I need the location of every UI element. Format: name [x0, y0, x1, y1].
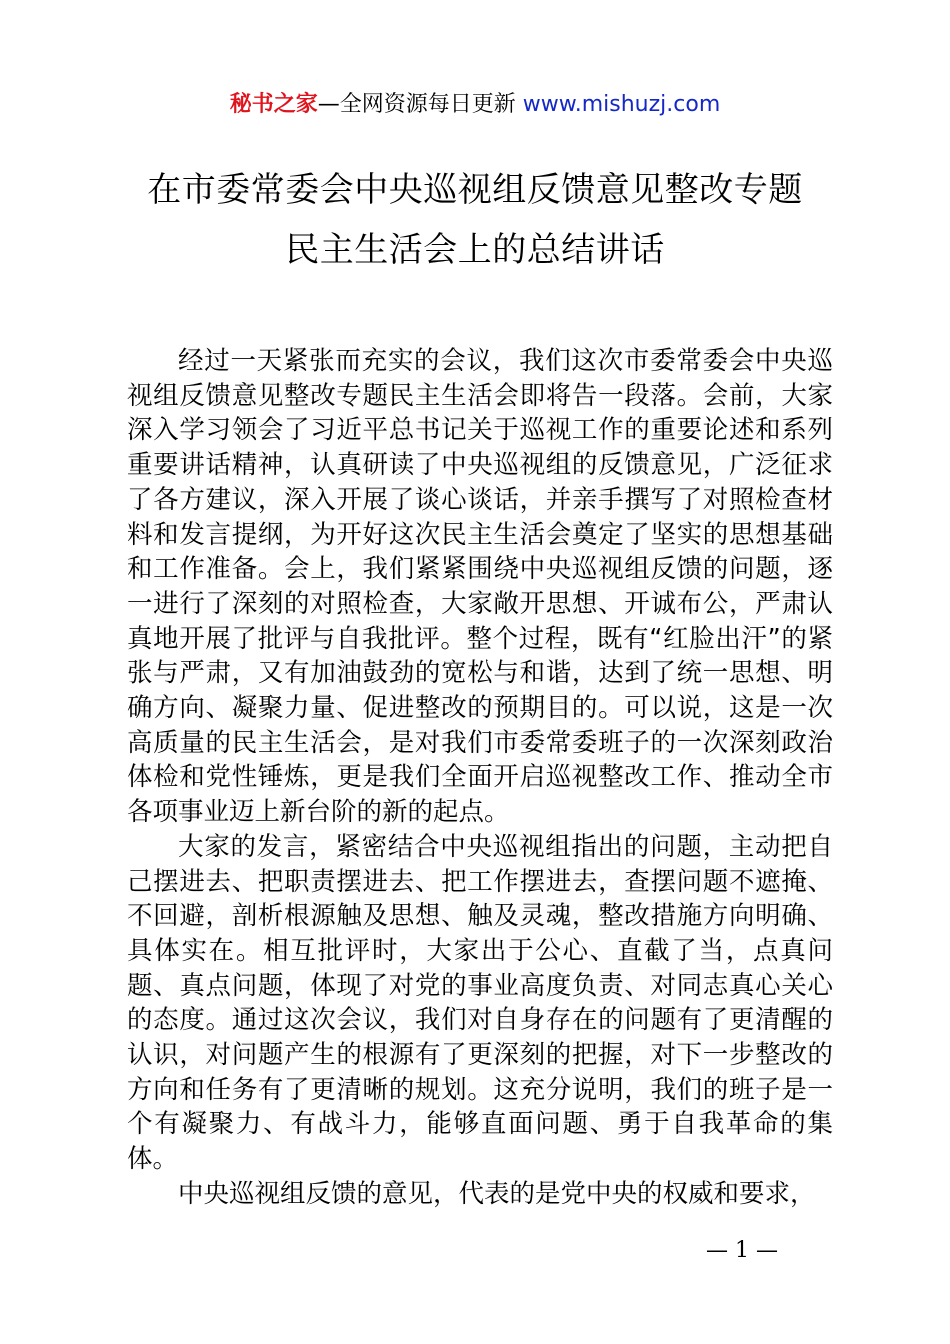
title-line-1: 在市委常委会中央巡视组反馈意见整改专题	[147, 170, 803, 210]
body-paragraph: 大家的发言，紧密结合中央巡视组指出的问题，主动把自己摆进去、把职责摆进去、把工作摆进去，查摆问题不遮掩、不回避，剖析根源触及思想、触及灵魂，整改措施方向明确、具体实在。相互批评时，大家出于公心、直截了当，点真问题、真点问题，体现了对党的事业高度负责、对同志真心关心的态度。通过这次会议，我们对自身存在的问题有了更清醒的认识，对问题产生的根源有了更深刻的把握，对下一步整改的方向和任务有了更清晰的规划。这充分说明，我们的班子是一个有凝聚力、有战斗力，能够直面问题、勇于自我革命的集体。	[127, 831, 833, 1175]
site-brand: 秘书之家	[229, 92, 318, 117]
site-tagline: —全网资源每日更新	[317, 92, 516, 117]
body-paragraph: 中央巡视组反馈的意见，代表的是党中央的权威和要求，	[178, 1178, 816, 1209]
body-paragraph: 经过一天紧张而充实的会议，我们这次市委常委会中央巡视组反馈意见整改专题民主生活会即将告一段落。会前，大家深入学习领会了习近平总书记关于巡视工作的重要论述和系列重要讲话精神，认真研读了中央巡视组的反馈意见，广泛征求了各方建议，深入开展了谈心谈话，并亲手撰写了对照检查材料和发言提纲，为开好这次民主生活会奠定了坚实的思想基础和工作准备。会上，我们紧紧围绕中央巡视组反馈的问题，逐一进行了深刻的对照检查，大家敞开思想、开诚布公，严肃认真地开展了批评与自我批评。整个过程，既有“红脸出汗”的紧张与严肃，又有加油鼓劲的宽松与和谐，达到了统一思想、明确方向、凝聚力量、促进整改的预期目的。可以说，这是一次高质量的民主生活会，是对我们市委常委班子的一次深刻政治体检和党性锤炼，更是我们全面开启巡视整改工作、推动全市各项事业迈上新台阶的新的起点。	[127, 346, 833, 828]
document-body	[127, 344, 833, 1212]
site-url-link[interactable]: www.mishuzj.com	[522, 92, 721, 117]
page-number: — 1 —	[706, 1238, 778, 1263]
document-title	[0, 160, 950, 280]
site-header	[0, 88, 950, 122]
title-line-2: 民主生活会上的总结讲话	[285, 230, 665, 270]
